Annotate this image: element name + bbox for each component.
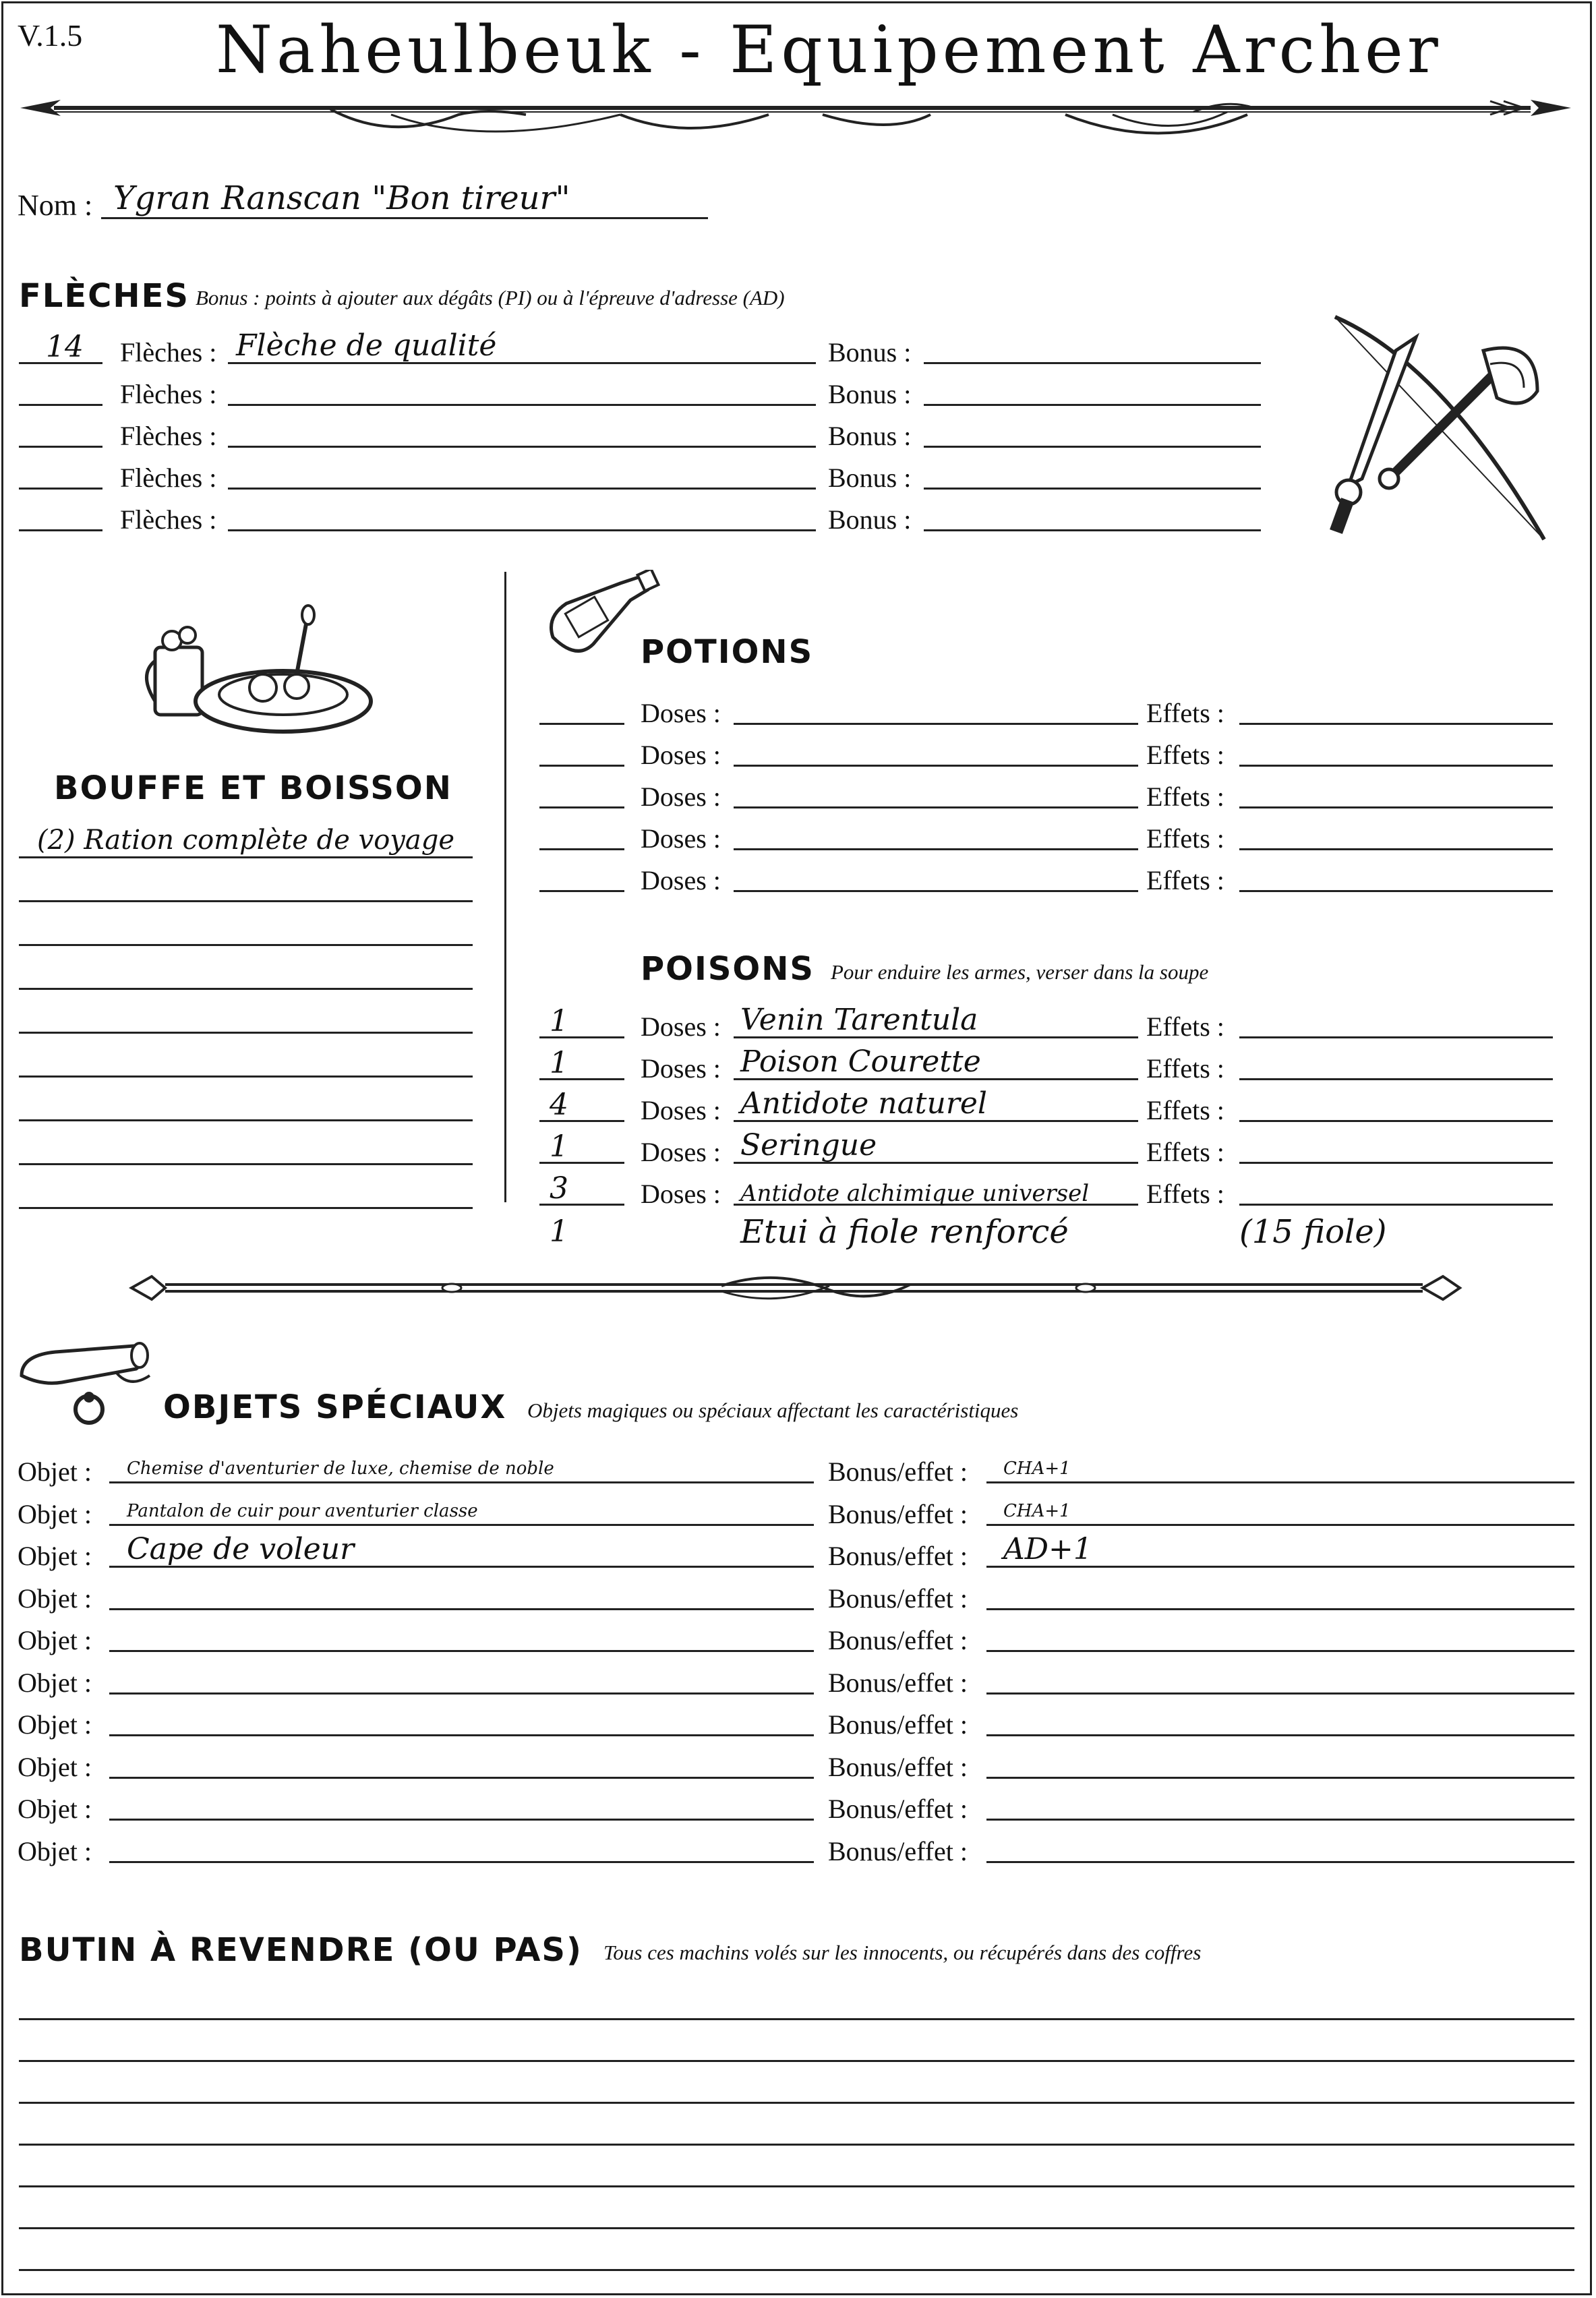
potion-effet-line xyxy=(1239,765,1553,767)
objet-bonus-line xyxy=(986,1692,1574,1695)
fleches-qty-line xyxy=(19,404,102,406)
objet-row-label: Objet : xyxy=(18,1709,92,1740)
butin-heading: BUTIN À REVENDRE (OU PAS) xyxy=(19,1931,583,1969)
butin-line xyxy=(19,2018,1574,2020)
objet-bonus-line xyxy=(986,1650,1574,1652)
fleches-bonus-line xyxy=(924,404,1261,406)
potion-name-line xyxy=(734,806,1138,808)
butin-line xyxy=(19,2185,1574,2187)
objet-row-label: Objet : xyxy=(18,1625,92,1655)
poisons-heading: POISONS xyxy=(641,950,815,988)
butin-line xyxy=(19,2227,1574,2229)
poison-qty[interactable]: 1 xyxy=(550,1046,568,1080)
objet-name-line xyxy=(109,1650,814,1652)
poison-doses-label: Doses : xyxy=(641,1011,721,1042)
objet-bonus-line xyxy=(986,1819,1574,1821)
butin-line xyxy=(19,2060,1574,2062)
etui-note[interactable]: (15 fiole) xyxy=(1239,1213,1387,1251)
potion-effets-label: Effets : xyxy=(1146,782,1224,812)
bouffe-line xyxy=(19,856,473,858)
objet-row-label: Objet : xyxy=(18,1752,92,1782)
etui-qty[interactable]: 1 xyxy=(550,1214,568,1249)
column-divider xyxy=(504,572,506,1202)
objet-name[interactable]: Pantalon de cuir pour aventurier classe xyxy=(127,1501,478,1521)
potion-doses-label: Doses : xyxy=(641,698,721,728)
potion-qty-line xyxy=(539,848,624,850)
potion-qty-line xyxy=(539,765,624,767)
potion-doses-label: Doses : xyxy=(641,865,721,895)
poison-effet-line xyxy=(1239,1162,1553,1164)
objet-row-label: Objet : xyxy=(18,1456,92,1487)
objet-bonus-line xyxy=(986,1861,1574,1863)
poison-name[interactable]: Antidote alchimique universel xyxy=(740,1180,1090,1207)
objet-bonus-label: Bonus/effet : xyxy=(828,1794,968,1824)
poison-effet-line xyxy=(1239,1120,1553,1122)
objet-bonus[interactable]: CHA+1 xyxy=(1003,1459,1071,1479)
poison-doses-label: Doses : xyxy=(641,1137,721,1167)
potion-effet-line xyxy=(1239,890,1553,892)
bouffe-line xyxy=(19,1207,473,1209)
page-title: Naheulbeuk - Equipement Archer xyxy=(216,12,1442,88)
fleches-row-label: Flèches : xyxy=(120,379,217,409)
objet-bonus-label: Bonus/effet : xyxy=(828,1541,968,1571)
etui-name[interactable]: Etui à fiole renforcé xyxy=(740,1213,1069,1251)
fleches-bonus-label: Bonus : xyxy=(828,421,912,451)
potion-effet-line xyxy=(1239,723,1553,725)
bouffe-line xyxy=(19,1163,473,1165)
potion-qty-line xyxy=(539,806,624,808)
fleches-name[interactable]: Flèche de qualité xyxy=(236,328,497,363)
fleches-row-label: Flèches : xyxy=(120,463,217,493)
objet-bonus-label: Bonus/effet : xyxy=(828,1668,968,1698)
fleches-qty-line xyxy=(19,446,102,448)
potions-heading: POTIONS xyxy=(641,633,814,671)
potion-effets-label: Effets : xyxy=(1146,698,1224,728)
name-underline xyxy=(101,217,708,219)
objet-bonus-line xyxy=(986,1524,1574,1526)
bouffe-heading: BOUFFE ET BOISSON xyxy=(54,769,452,807)
bouffe-item[interactable]: (2) Ration complète de voyage xyxy=(37,825,455,856)
fleches-subtitle: Bonus : points à ajouter aux dégâts (PI) ou à l'épreuve d'adresse (AD) xyxy=(196,286,785,310)
potion-effets-label: Effets : xyxy=(1146,823,1224,854)
objet-bonus[interactable]: AD+1 xyxy=(1003,1532,1092,1566)
objet-name-line xyxy=(109,1481,814,1483)
objets-heading: OBJETS SPÉCIAUX xyxy=(163,1388,507,1426)
poison-effets-label: Effets : xyxy=(1146,1053,1224,1084)
objet-row-label: Objet : xyxy=(18,1541,92,1571)
name-label: Nom : xyxy=(18,189,93,222)
poison-qty[interactable]: 1 xyxy=(550,1129,568,1164)
poison-doses-label: Doses : xyxy=(641,1179,721,1209)
objet-name-line xyxy=(109,1734,814,1736)
potion-name-line xyxy=(734,765,1138,767)
poison-name[interactable]: Venin Tarentula xyxy=(740,1003,978,1037)
butin-subtitle: Tous ces machins volés sur les innocents, ou récupérés dans des coffres xyxy=(603,1941,1202,1964)
fleches-row-label: Flèches : xyxy=(120,421,217,451)
fleches-qty[interactable]: 14 xyxy=(46,330,84,364)
poison-effets-label: Effets : xyxy=(1146,1137,1224,1167)
poison-qty[interactable]: 3 xyxy=(550,1171,568,1206)
poison-name[interactable]: Poison Courette xyxy=(740,1044,981,1079)
objet-row-label: Objet : xyxy=(18,1794,92,1824)
bouffe-line xyxy=(19,944,473,946)
potion-name-line xyxy=(734,890,1138,892)
butin-line xyxy=(19,2102,1574,2104)
objet-bonus-label: Bonus/effet : xyxy=(828,1583,968,1614)
fleches-bonus-label: Bonus : xyxy=(828,504,912,535)
poison-effet-line xyxy=(1239,1078,1553,1080)
butin-line xyxy=(19,2144,1574,2146)
objet-name-line xyxy=(109,1861,814,1863)
objet-name[interactable]: Chemise d'aventurier de luxe, chemise de noble xyxy=(127,1459,554,1479)
bouffe-line xyxy=(19,1119,473,1121)
objet-row-label: Objet : xyxy=(18,1499,92,1529)
potion-qty-line xyxy=(539,723,624,725)
fleches-bonus-line xyxy=(924,446,1261,448)
fleches-bonus-label: Bonus : xyxy=(828,463,912,493)
fleches-name-line xyxy=(228,404,816,406)
potion-effet-line xyxy=(1239,848,1553,850)
fleches-bonus-label: Bonus : xyxy=(828,337,912,367)
bouffe-line xyxy=(19,1076,473,1078)
poison-name[interactable]: Antidote naturel xyxy=(740,1086,987,1121)
objet-bonus-line xyxy=(986,1608,1574,1610)
potion-effets-label: Effets : xyxy=(1146,865,1224,895)
objet-bonus-line xyxy=(986,1481,1574,1483)
fleches-bonus-label: Bonus : xyxy=(828,379,912,409)
potion-name-line xyxy=(734,848,1138,850)
objet-name-line xyxy=(109,1692,814,1695)
fleches-bonus-line xyxy=(924,362,1261,364)
fleches-qty-line xyxy=(19,529,102,531)
objet-name-line xyxy=(109,1777,814,1779)
poison-qty[interactable]: 1 xyxy=(550,1004,568,1038)
objet-bonus-label: Bonus/effet : xyxy=(828,1625,968,1655)
objet-bonus-label: Bonus/effet : xyxy=(828,1499,968,1529)
fleches-row-label: Flèches : xyxy=(120,504,217,535)
poison-effets-label: Effets : xyxy=(1146,1095,1224,1125)
objet-bonus-label: Bonus/effet : xyxy=(828,1752,968,1782)
potion-effet-line xyxy=(1239,806,1553,808)
fleches-bonus-line xyxy=(924,488,1261,490)
scroll-and-ring-icon xyxy=(15,1335,156,1430)
butin-line xyxy=(19,2269,1574,2271)
objet-bonus[interactable]: CHA+1 xyxy=(1003,1501,1071,1521)
fleches-name-line xyxy=(228,529,816,531)
crossed-weapons-icon xyxy=(1322,310,1571,553)
poison-doses-label: Doses : xyxy=(641,1095,721,1125)
potion-doses-label: Doses : xyxy=(641,740,721,770)
staff-divider-icon xyxy=(128,1264,1463,1312)
fleches-name-line xyxy=(228,446,816,448)
potion-doses-label: Doses : xyxy=(641,782,721,812)
poison-effet-line xyxy=(1239,1036,1553,1038)
poison-effets-label: Effets : xyxy=(1146,1179,1224,1209)
poison-doses-label: Doses : xyxy=(641,1053,721,1084)
potion-qty-line xyxy=(539,890,624,892)
poison-effet-line xyxy=(1239,1204,1553,1206)
objets-subtitle: Objets magiques ou spéciaux affectant les caractéristiques xyxy=(527,1398,1019,1422)
objet-bonus-label: Bonus/effet : xyxy=(828,1456,968,1487)
objet-row-label: Objet : xyxy=(18,1583,92,1614)
bouffe-line xyxy=(19,1032,473,1034)
objet-bonus-label: Bonus/effet : xyxy=(828,1709,968,1740)
bouffe-line xyxy=(19,900,473,902)
potion-name-line xyxy=(734,723,1138,725)
version-label: V.1.5 xyxy=(18,18,83,53)
arrow-divider-top-icon xyxy=(13,88,1578,148)
objet-bonus-line xyxy=(986,1734,1574,1736)
poison-qty[interactable]: 4 xyxy=(550,1088,568,1122)
objet-bonus-label: Bonus/effet : xyxy=(828,1836,968,1866)
objet-row-label: Objet : xyxy=(18,1836,92,1866)
objet-name[interactable]: Cape de voleur xyxy=(127,1532,355,1566)
objet-name-line xyxy=(109,1524,814,1526)
fleches-bonus-line xyxy=(924,529,1261,531)
fleches-name-line xyxy=(228,488,816,490)
fleches-heading: FLÈCHES xyxy=(19,277,189,315)
objet-name-line xyxy=(109,1819,814,1821)
food-and-drink-icon xyxy=(135,600,378,742)
bouffe-line xyxy=(19,988,473,990)
poison-name[interactable]: Seringue xyxy=(740,1128,877,1162)
name-field[interactable]: Ygran Ranscan "Bon tireur" xyxy=(113,179,570,217)
poisons-subtitle: Pour enduire les armes, verser dans la soupe xyxy=(831,960,1209,984)
fleches-row-label: Flèches : xyxy=(120,337,217,367)
potion-effets-label: Effets : xyxy=(1146,740,1224,770)
objet-row-label: Objet : xyxy=(18,1668,92,1698)
fleches-qty-line xyxy=(19,488,102,490)
potion-doses-label: Doses : xyxy=(641,823,721,854)
objet-name-line xyxy=(109,1608,814,1610)
objet-bonus-line xyxy=(986,1777,1574,1779)
poison-effets-label: Effets : xyxy=(1146,1011,1224,1042)
